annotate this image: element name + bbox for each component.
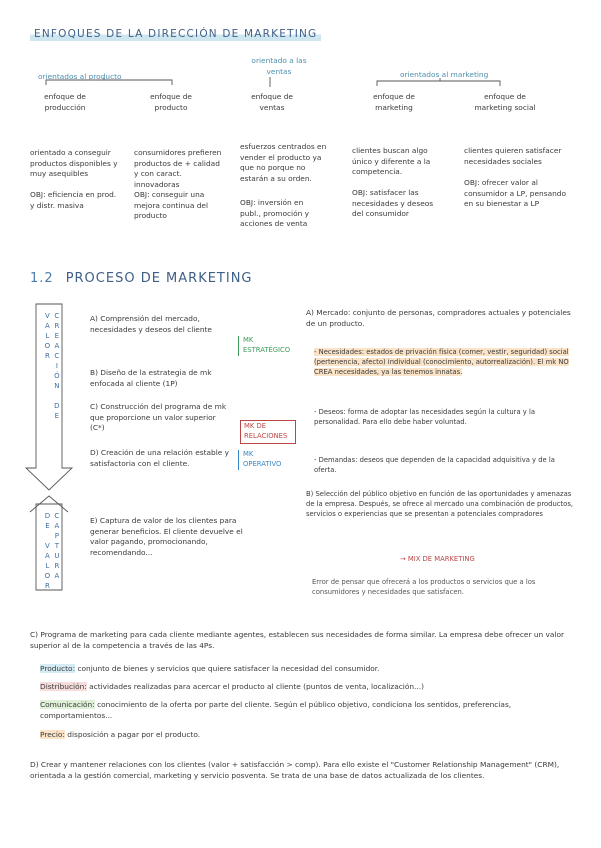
step-e: E) Captura de valor de los clientes para generar beneficios. El cliente devuelve el valor pagando, promocionando, recomendando...: [90, 516, 243, 558]
item-precio: [40, 730, 580, 741]
producto-label: Producto:: [40, 664, 76, 673]
right-b-text: B) Selección del público objetivo en función de las oportunidades y amenazas de la empresa. Después, se ofrece al mercado una combinación de productos, servicios o experiencias que se presentan a potenciales compradores: [306, 490, 574, 518]
col2-obj: OBJ: conseguir una mejora continua del producto: [134, 190, 208, 221]
right-b-note: Error de pensar que ofrecerá a los productos o servicios que a los consumidores y necesidades que satisfacen.: [312, 578, 536, 596]
step-d: D) Creación de una relación estable y satisfactoria con el cliente.: [90, 448, 230, 468]
mix-link: → MIX DE MARKETING: [400, 555, 475, 563]
step-c: C) Construcción del programa de mk que proporcione un valor superior (C*): [90, 402, 227, 433]
col5-body: clientes quieren satisfacer necesidades sociales: [464, 146, 562, 166]
col3-obj: OBJ: inversión en publ., promoción y acciones de venta: [240, 198, 310, 229]
right-demand: - Demandas: deseos que dependen de la capacidad adquisitiva y de la oferta.: [314, 456, 555, 474]
precio-label: Precio:: [40, 730, 65, 739]
needs-text: - Necesidades: estados de privación física (comer, vestir, seguridad) social (pertenencia, afecto) individual (conocimiento, autorrealización). El mk NO CREA necesidades, ya las tenemos innatas.: [314, 348, 569, 376]
group-label-sales: orientado a las ventas: [251, 56, 307, 76]
col2-head: enfoque de producto: [150, 92, 192, 112]
section-title: [30, 270, 253, 288]
col4-head: enfoque de marketing: [373, 92, 415, 112]
tag-relations: MK DE RELACIONES: [240, 420, 296, 444]
comunicacion-text: conocimiento de la oferta por parte del cliente. Según el público objetivo, condiciona los sentidos, preferencias, comportamientos...: [40, 700, 512, 720]
right-needs: [314, 348, 576, 378]
group-label-product: orientados al producto: [38, 72, 122, 81]
item-distribucion: [40, 682, 580, 693]
right-wants: - Deseos: forma de adoptar las necesidades según la cultura y la personalidad. Para ello debe haber voluntad.: [314, 408, 536, 426]
item-producto: [40, 664, 580, 675]
col4-body: clientes buscan algo único y diferente a la competencia.: [352, 146, 431, 177]
step-b: B) Diseño de la estrategia de mk enfocada al cliente (1P): [90, 368, 212, 388]
col1-obj: OBJ: eficiencia en prod. y distr. masiva: [30, 190, 117, 210]
col3-body: esfuerzos centrados en vender el producto ya que no porque no estarán a su orden.: [240, 142, 327, 184]
capture-value-label: CAPTURA DE VALOR: [43, 512, 61, 592]
creation-value-label: CREACIÓN DE VALOR: [43, 312, 61, 422]
tag-operative: MK OPERATIVO: [238, 450, 291, 470]
right-a-title: A) Mercado: conjunto de personas, compradores actuales y potenciales de un producto.: [306, 308, 571, 328]
group-label-marketing: orientados al marketing: [400, 70, 489, 79]
col3-head: enfoque de ventas: [251, 92, 293, 112]
distribucion-label: Distribución:: [40, 682, 87, 691]
distribucion-text: actividades realizadas para acercar el producto al cliente (puntos de venta, localización...): [89, 682, 424, 691]
tag-strategic: MK ESTRATÉGICO: [238, 336, 291, 356]
col4-obj: OBJ: satisfacer las necesidades y deseos del consumidor: [352, 188, 434, 219]
section-number: 1.2: [30, 271, 54, 286]
producto-text: conjunto de bienes y servicios que quiere satisfacer la necesidad del consumidor.: [77, 664, 380, 673]
item-comunicacion: [40, 700, 580, 721]
col5-head: enfoque de marketing social: [474, 92, 536, 112]
col2-body: consumidores prefieren productos de + calidad y con caract. innovadoras: [134, 148, 222, 190]
precio-text: disposición a pagar por el producto.: [67, 730, 201, 739]
col1-body: orientado a conseguir productos disponibles y muy asequibles: [30, 148, 118, 179]
step-a: A) Comprensión del mercado, necesidades y deseos del cliente: [90, 314, 212, 334]
bottom-c-text: C) Programa de marketing para cada cliente mediante agentes, establecen sus necesidades de forma similar. La empresa debe ofrecer un valor superior al de la competencia a través de las 4Ps.: [30, 630, 565, 650]
page-title: ENFOQUES DE LA DIRECCIÓN DE MARKETING: [30, 27, 321, 41]
bottom-d-text: D) Crear y mantener relaciones con los clientes (valor + satisfacción > comp). Para ello existe el "Customer Relationship Management" (CRM), orientada a la gestión comercial, marketing y servicio posventa. Se trata de una base de datos actualizada de los clientes.: [30, 760, 560, 780]
col5-obj: OBJ: ofrecer valor al consumidor a LP, pensando en su bienestar a LP: [464, 178, 567, 209]
col1-head: enfoque de producción: [44, 92, 86, 112]
comunicacion-label: Comunicación:: [40, 700, 95, 709]
section-title-text: PROCESO DE MARKETING: [65, 271, 253, 286]
